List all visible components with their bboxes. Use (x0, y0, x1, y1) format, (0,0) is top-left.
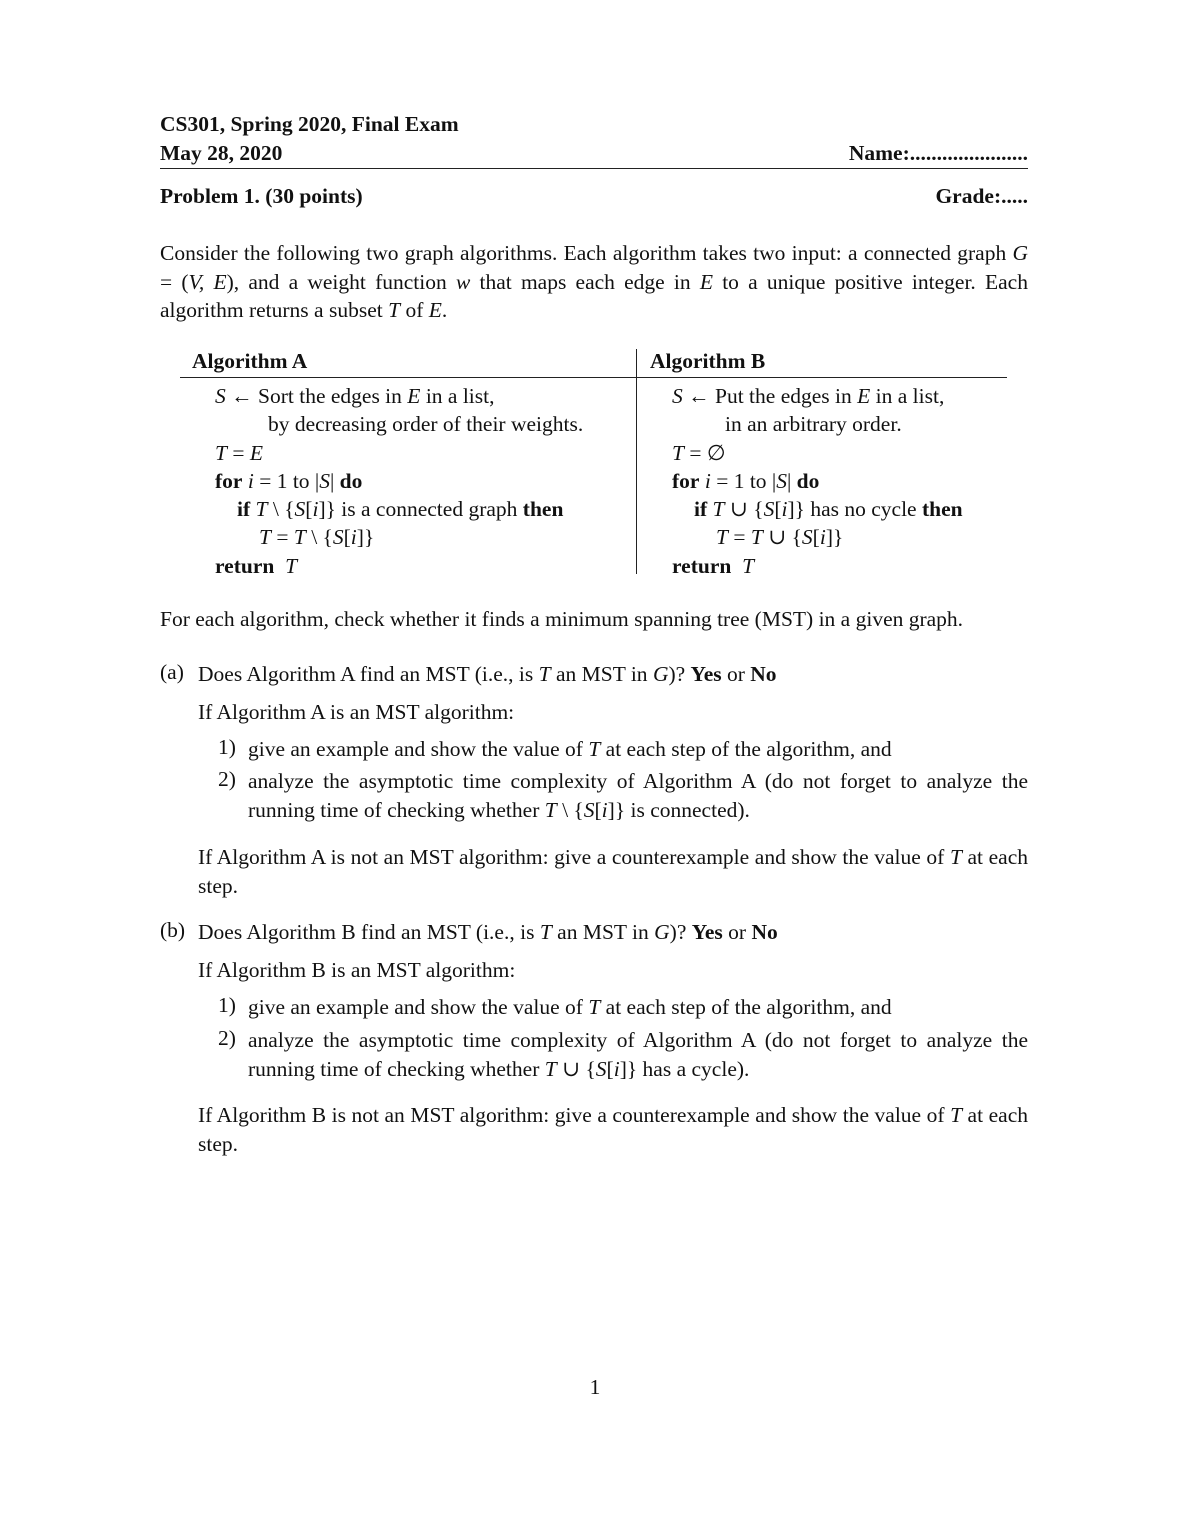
question-b-item-1-number: 1) (218, 993, 236, 1017)
table-column-divider (636, 349, 637, 574)
question-a-label: (a) (160, 660, 184, 684)
question-a-item-2: analyze the asymptotic time complexity of Algorithm A (do not forget to analyze the running time of checking whether T \ {S[i]} is connected). (248, 769, 1028, 822)
question-b-item-1: give an example and show the value of T at each step of the algorithm, and (248, 995, 892, 1019)
question-b-item-2-number: 2) (218, 1026, 236, 1050)
task-statement: For each algorithm, check whether it finds a minimum spanning tree (MST) in a given graph. (160, 607, 964, 631)
problem-heading: Problem 1. (30 points) (160, 184, 363, 208)
question-a-item-1-number: 1) (218, 735, 236, 759)
algo-a-line-6: T = T \ {S[i]} (259, 525, 375, 550)
algo-b-line-2: in an arbitrary order. (725, 412, 902, 437)
algo-b-line-5: if T ∪ {S[i]} has no cycle then (694, 497, 963, 522)
algo-a-line-3: T = E (215, 440, 263, 465)
exam-date: May 28, 2020 (160, 141, 283, 165)
table-header-rule (180, 377, 1007, 378)
algo-a-line-4: for i = 1 to |S| do (215, 468, 363, 493)
question-b-item-2: analyze the asymptotic time complexity of Algorithm A (do not forget to analyze the running time of checking whether T ∪ {S[i]} has a cycle). (248, 1028, 1028, 1081)
algo-b-line-3: T = ∅ (672, 440, 726, 465)
question-b-if-mst: If Algorithm B is an MST algorithm: (198, 958, 516, 982)
question-b-label: (b) (160, 918, 186, 942)
question-b-text: Does Algorithm B find an MST (i.e., is T an MST in G)? Yes or No (198, 920, 778, 944)
question-a-item-2-number: 2) (218, 767, 236, 791)
algo-b-line-1: S ← Put the edges in E in a list, (672, 384, 945, 408)
algo-a-line-7: return T (215, 553, 298, 578)
algorithm-a-code (215, 382, 583, 580)
algorithm-a-title: Algorithm A (192, 349, 308, 373)
question-b-not-mst: If Algorithm B is not an MST algorithm: give a counterexample and show the value of T at each step. (198, 1103, 1028, 1156)
exam-title: CS301, Spring 2020, Final Exam (160, 112, 459, 136)
question-a-item-1: give an example and show the value of T at each step of the algorithm, and (248, 737, 892, 761)
algorithm-b-code (672, 382, 963, 580)
algo-a-line-2: by decreasing order of their weights. (268, 412, 584, 437)
name-field-label: Name:...................... (848, 141, 1028, 165)
algo-b-line-6: T = T ∪ {S[i]} (716, 525, 844, 550)
question-a-not-mst: If Algorithm A is not an MST algorithm: give a counterexample and show the value of T at each step. (198, 845, 1028, 898)
intro-paragraph: Consider the following two graph algorithms. Each algorithm takes two input: a connected graph G = (V, E), and a weight function w that maps each edge in E to a unique positive integer. Each algorithm returns a subset T of E. (160, 241, 1028, 322)
question-a-text: Does Algorithm A find an MST (i.e., is T an MST in G)? Yes or No (198, 662, 777, 686)
algorithm-b-title: Algorithm B (650, 349, 766, 373)
algo-b-line-7: return T (672, 553, 755, 578)
page-number: 1 (589, 1375, 601, 1399)
algo-b-line-4: for i = 1 to |S| do (672, 468, 820, 493)
question-a-if-mst: If Algorithm A is an MST algorithm: (198, 700, 515, 724)
algo-a-line-5: if T \ {S[i]} is a connected graph then (237, 497, 564, 522)
grade-field-label: Grade:..... (935, 184, 1028, 208)
algo-a-line-1: S ← Sort the edges in E in a list, (215, 384, 495, 408)
header-rule (160, 168, 1028, 169)
